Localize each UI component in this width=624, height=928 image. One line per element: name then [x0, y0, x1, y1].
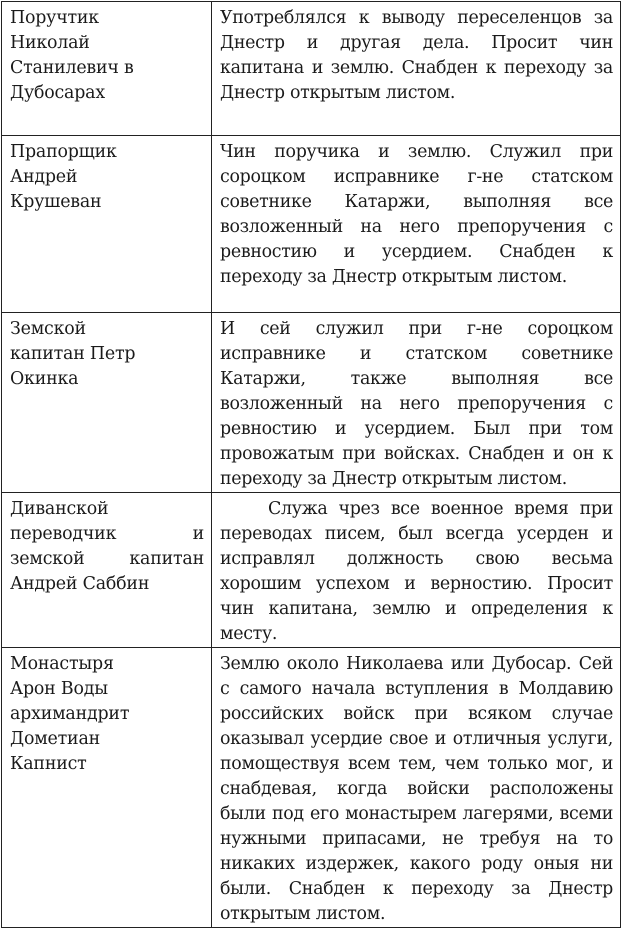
person-name-cell — [2, 136, 212, 313]
table-row — [2, 648, 621, 928]
person-name-cell — [2, 493, 212, 648]
person-name: Земской капитан Петр Окинка — [10, 319, 136, 389]
table-row — [2, 136, 621, 313]
person-name-cell — [2, 313, 212, 493]
person-name: Диванской переводчик и земской капитан Андрей Саббин — [10, 499, 204, 594]
description-cell — [212, 136, 621, 313]
description-text: И сей служил при г-не сороцком исправнике и статском советнике Катаржи, также выполняя все возложенный на него препоручения с ревностию и усердием. Был при том провожатым при войсках. Снабден и он к переходу за Днестр открытым листом. — [220, 319, 613, 489]
person-name: Монастыря Арон Воды архимандрит Дометиан Капнист — [10, 654, 130, 774]
table-row — [2, 313, 621, 493]
description-text: Чин поручика и землю. Служил при сороцком исправнике г-не статском советнике Катаржи, выполняя все возложенный на него препоручения с ревностию и усердием. Снабден к переходу за Днестр открытым листом. — [220, 142, 613, 287]
table-row — [2, 2, 621, 136]
person-name-cell — [2, 2, 212, 136]
description-text: Употреблялся к выводу переселенцов за Днестр и другая дела. Просит чин капитана и землю. Снабден к переходу за Днестр открытым листом. — [220, 8, 613, 103]
person-name: Прапорщик Андрей Крушеван — [10, 142, 117, 212]
description-cell — [212, 648, 621, 928]
person-name: Поручтик Николай Станилевич в Дубосарах — [10, 8, 134, 103]
description-cell — [212, 493, 621, 648]
person-name-cell — [2, 648, 212, 928]
records-table — [1, 1, 621, 928]
description-cell — [212, 313, 621, 493]
description-cell — [212, 2, 621, 136]
table-row — [2, 493, 621, 648]
description-text: Землю около Николаева или Дубосар. Сей с самого начала вступления в Молдавию российских войск при всяком случае оказывал усердие свое и отличныя услуги, помоществуя всем тем, чем только мог, и снабдевая, когда войски расположены были под его монастырем лагерями, всеми нужными припасами, не требуя на то никаких издержек, какого роду оныя ни были. Снабден к переходу за Днестр открытым листом. — [220, 654, 613, 924]
description-text: Служа чрез все военное время при переводах писем, был всегда усерден и исправлял должность свою весьма хорошим успехом и верностию. Просит чин капитана, землю и определения к месту. — [220, 499, 613, 644]
